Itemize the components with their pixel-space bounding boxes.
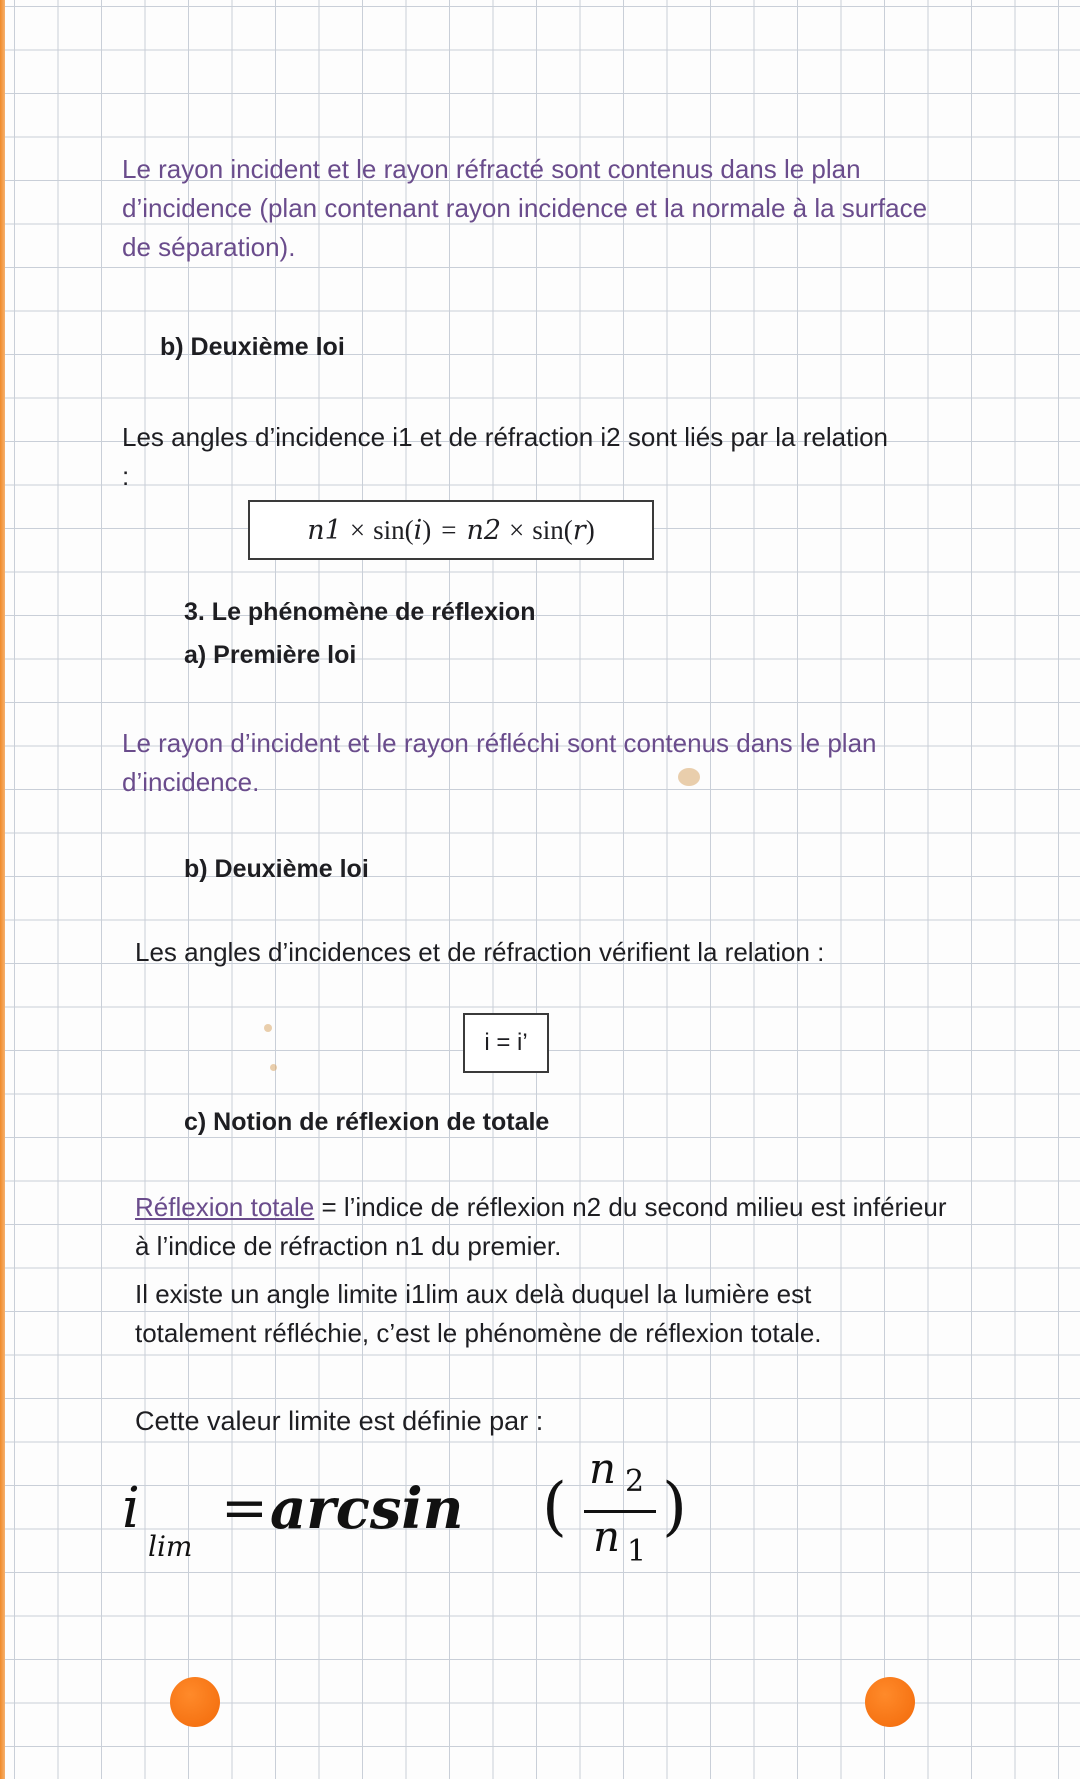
total-reflection-heading: c) Notion de réflexion de totale — [184, 1108, 550, 1136]
limit-value-intro: Cette valeur limite est définie par : — [135, 1406, 544, 1436]
refraction-first-law-text: Le rayon incident et le rayon réfracté sont contenus dans le plan d’incidence (plan contenant rayon incidence et la normale à la surface de séparation). — [122, 154, 928, 262]
stain — [678, 768, 700, 786]
snell-times-2: × — [509, 514, 525, 545]
reflection-formula: i = i’ — [484, 1029, 528, 1056]
snell-sin-2: sin — [532, 514, 564, 545]
total-reflection-definition-text: = l’indice de réflexion n2 du second milieu est inférieur à l’indice de réfraction n1 du premier. — [135, 1192, 947, 1261]
limit-angle-formula — [122, 1444, 742, 1580]
reflection-second-law-text: Les angles d’incidences et de réfraction vérifient la relation : — [135, 937, 825, 967]
formula-paren-right: ) — [662, 1470, 687, 1544]
reflection-first-law-text: Le rayon d’incident et le rayon réfléchi sont contenus dans le plan d’incidence. — [122, 728, 877, 797]
stain — [264, 1024, 272, 1032]
binder-hole-right — [865, 1677, 915, 1727]
formula-denominator-sub: 1 — [627, 1534, 647, 1569]
formula-numerator-sub: 2 — [625, 1464, 645, 1499]
snell-n1: n1 — [307, 514, 342, 546]
reflection-formula-box — [463, 1013, 549, 1073]
formula-sub-lim: lim — [148, 1530, 193, 1563]
snell-times-1: × — [349, 514, 366, 545]
snell-formula-box: n1 × sin ( i ) = n2 × sin ( r ) — [248, 500, 654, 560]
formula-i: i — [122, 1476, 140, 1541]
margin-line — [0, 0, 5, 1779]
limit-angle-text: Il existe un angle limite i1lim aux delà duquel la lumière est totalement réfléchie, c’est le phénomène de réflexion totale. — [135, 1279, 822, 1348]
snell-sin-1: sin — [373, 514, 405, 545]
snell-n2: n2 — [466, 514, 502, 546]
snell-arg-r: r — [572, 514, 586, 546]
refraction-second-law-text: Les angles d’incidence i1 et de réfraction i2 sont liés par la relation : — [122, 422, 889, 491]
refraction-second-law-heading: b) Deuxième loi — [160, 333, 345, 361]
total-reflection-term: Réflexion totale — [135, 1192, 315, 1222]
stain — [270, 1064, 277, 1071]
formula-arcsin: arcsin — [270, 1476, 464, 1542]
reflection-second-law-heading: b) Deuxième loi — [184, 855, 369, 883]
formula-numerator: n — [589, 1444, 617, 1493]
formula-equals: = — [221, 1476, 268, 1541]
total-reflection-definition — [135, 1188, 955, 1266]
snell-arg-i: i — [413, 514, 423, 546]
snell-equals: = — [441, 514, 457, 545]
formula-paren-left: ( — [542, 1470, 567, 1544]
binder-hole-left — [170, 1677, 220, 1727]
reflection-first-law-heading: a) Première loi — [184, 641, 357, 669]
reflection-section-heading: 3. Le phénomène de réflexion — [184, 598, 536, 626]
formula-denominator: n — [593, 1512, 621, 1561]
